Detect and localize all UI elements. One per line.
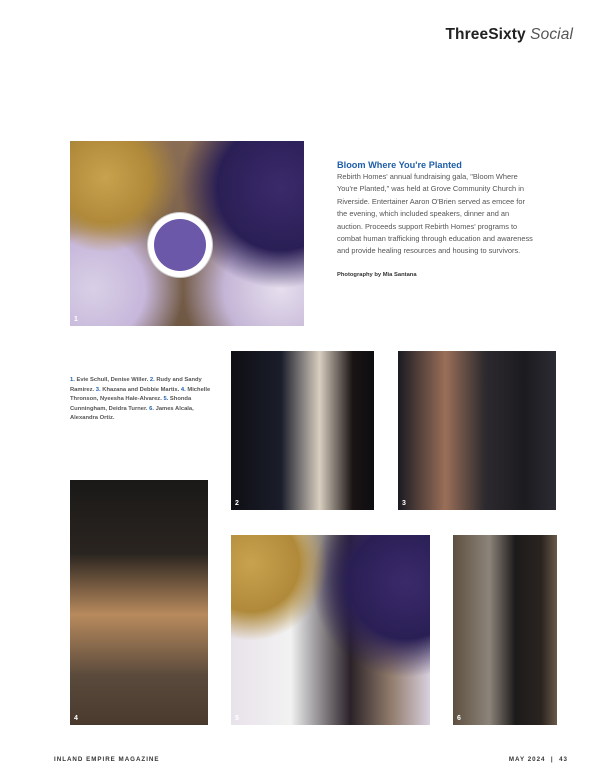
- footer-issue-page: [509, 756, 568, 763]
- footer-separator: |: [550, 756, 554, 763]
- photo-number: 6: [457, 715, 461, 722]
- caption-text: Evie Schull, Denise Willer.: [76, 377, 149, 383]
- caption-number: 2.: [149, 377, 155, 383]
- photo-number: 5: [235, 715, 239, 722]
- photo-2: [231, 351, 374, 510]
- photo-captions: [70, 376, 220, 424]
- section-title-bold: ThreeSixty: [445, 26, 526, 43]
- article-body: Rebirth Homes' annual fundraising gala, "Bloom Where You're Planted," was held at Grove Community Church in Riverside. Entertainer Aaron O'Brien served as emcee for the evening, which included speakers, dinner and an auction. Proceeds support Rebirth Homes' programs to combat human trafficking through education and awareness and provide healing resources and housing to survivors.: [337, 172, 533, 256]
- photo-number: 2: [235, 500, 239, 507]
- caption-text: Michelle Thronson, Nyeesha Hale-Alvarez.: [70, 386, 211, 403]
- footer-publication: INLAND EMPIRE MAGAZINE: [54, 756, 160, 763]
- caption-number: 4.: [180, 386, 186, 393]
- article-headline: Bloom Where You're Planted: [337, 160, 462, 170]
- section-title-light: Social: [530, 26, 573, 43]
- caption-number: 1.: [70, 377, 75, 383]
- rebirth-homes-sign: [148, 213, 212, 277]
- article: [337, 160, 537, 278]
- caption-number: 5.: [163, 396, 169, 403]
- photo-4: [70, 480, 208, 725]
- caption-text: Rudy and Sandy Ramirez.: [70, 377, 202, 393]
- section-title: [445, 26, 573, 44]
- caption-text: Khazana and Debbie Martis.: [102, 386, 180, 393]
- footer-issue: MAY 2024: [508, 756, 546, 763]
- photo-3: [398, 351, 556, 510]
- photo-1: [70, 141, 304, 326]
- photo-number: 4: [74, 715, 78, 722]
- caption-number: 3.: [95, 386, 101, 393]
- photo-credit: Photography by Mia Santana: [337, 271, 417, 278]
- caption-number: 6.: [149, 405, 154, 412]
- photo-number: 1: [74, 316, 78, 323]
- caption-text: James Alcala, Alexandra Ortiz.: [70, 405, 194, 422]
- photo-5: [231, 535, 430, 725]
- page-number: 43: [559, 756, 568, 763]
- caption-text: Shonda Cunningham, Deidra Turner.: [70, 396, 192, 412]
- photo-number: 3: [402, 500, 406, 507]
- photo-6: [453, 535, 557, 725]
